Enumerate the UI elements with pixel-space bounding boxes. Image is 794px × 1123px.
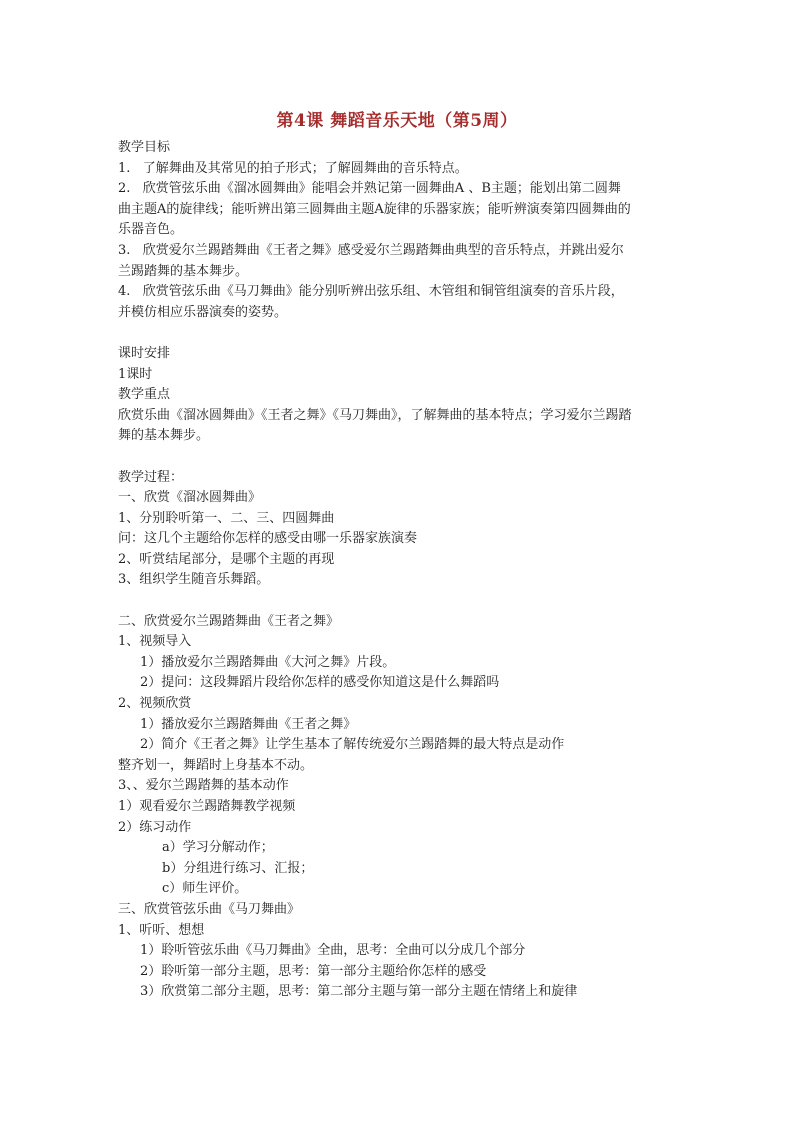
process-step: 2、听赏结尾部分，是哪个主题的再现	[118, 551, 335, 567]
process-substep: 1）观看爱尔兰踢踏舞教学视频	[118, 799, 296, 814]
part-heading-two: 二、欣赏爱尔兰踢踏舞曲《王者之舞》	[118, 613, 340, 629]
objective-item: 3. 欣赏爱尔兰踢踏舞曲《王者之舞》感受爱尔兰踢踏舞曲典型的音乐特点，并跳出爱尔	[118, 242, 624, 258]
blank-line	[118, 591, 680, 612]
process-subitem: b）分组进行练习、汇报；	[162, 860, 314, 876]
process-question: 问：这几个主题给你怎样的感受由哪一乐器家族演奏	[118, 531, 418, 547]
part-heading-three: 三、欣赏管弦乐曲《马刀舞曲》	[118, 901, 301, 917]
process-step: 1、视频导入	[118, 634, 192, 650]
process-step: 1、分别聆听第一、二、三、四圆舞曲	[118, 510, 335, 526]
lesson-content	[118, 138, 680, 1003]
section-heading-objectives: 教学目标	[118, 140, 171, 155]
objective-item: 1. 了解舞曲及其常见的拍子形式；了解圆舞曲的音乐特点。	[118, 160, 468, 176]
objective-item-continued: 乐器音色。	[118, 222, 184, 238]
focus-text-continued: 舞的基本舞步。	[118, 428, 210, 444]
process-subitem: c）师生评价。	[162, 881, 248, 897]
process-substep: 2）简介《王者之舞》让学生基本了解传统爱尔兰踢踏舞的最大特点是动作	[140, 737, 565, 753]
objective-item-continued: 并模仿相应乐器演奏的姿势。	[118, 304, 288, 320]
process-subitem: a）学习分解动作；	[162, 840, 274, 856]
process-substep: 3）欣赏第二部分主题，思考：第二部分主题与第一部分主题在情绪上和旋律	[140, 984, 578, 1000]
objective-item: 2. 欣赏管弦乐曲《溜冰圆舞曲》能唱会并熟记第一圆舞曲A 、B主题；能划出第二圆舞	[118, 181, 621, 197]
process-substep: 2）提问：这段舞蹈片段给你怎样的感受你知道这是什么舞蹈吗	[140, 675, 500, 691]
part-heading-one: 一、欣赏《溜冰圆舞曲》	[118, 490, 262, 506]
process-substep: 2）练习动作	[118, 819, 192, 835]
process-step: 3、组织学生随音乐舞蹈。	[118, 572, 270, 588]
process-substep: 1）播放爱尔兰踢踏舞曲《王者之舞》	[140, 716, 357, 732]
process-substep: 1）聆听管弦乐曲《马刀舞曲》全曲，思考：全曲可以分成几个部分	[140, 943, 526, 959]
process-substep-continued: 整齐划一，舞蹈时上身基本不动。	[118, 757, 314, 773]
section-heading-process: 教学过程：	[118, 469, 184, 485]
lesson-title: 第4课 舞蹈音乐天地（第5周）	[276, 111, 518, 131]
blank-line	[118, 323, 680, 344]
objective-item-continued: 兰踢踏舞的基本舞步。	[118, 263, 249, 279]
process-step: 1、听听、想想	[118, 922, 205, 938]
process-substep: 2）聆听第一部分主题，思考：第一部分主题给你怎样的感受	[140, 963, 487, 979]
focus-text: 欣赏乐曲《溜冰圆舞曲》《王者之舞》《马刀舞曲》，了解舞曲的基本特点；学习爱尔兰踢踏	[118, 407, 632, 423]
objective-item-continued: 曲主题A的旋律线；能听辨出第三圆舞曲主题A旋律的乐器家族；能听辨演奏第四圆舞曲的	[118, 201, 631, 217]
blank-line	[118, 447, 680, 468]
schedule-value: 1课时	[118, 366, 153, 382]
section-heading-schedule: 课时安排	[118, 345, 171, 361]
objective-item: 4. 欣赏管弦乐曲《马刀舞曲》能分别听辨出弦乐组、木管组和铜管组演奏的音乐片段，	[118, 284, 624, 300]
section-heading-focus: 教学重点	[118, 387, 171, 403]
process-step: 2、视频欣赏	[118, 696, 192, 712]
process-step: 3、、爱尔兰踢踏舞的基本动作	[118, 778, 289, 794]
process-substep: 1）播放爱尔兰踢踏舞曲《大河之舞》片段。	[140, 654, 396, 670]
